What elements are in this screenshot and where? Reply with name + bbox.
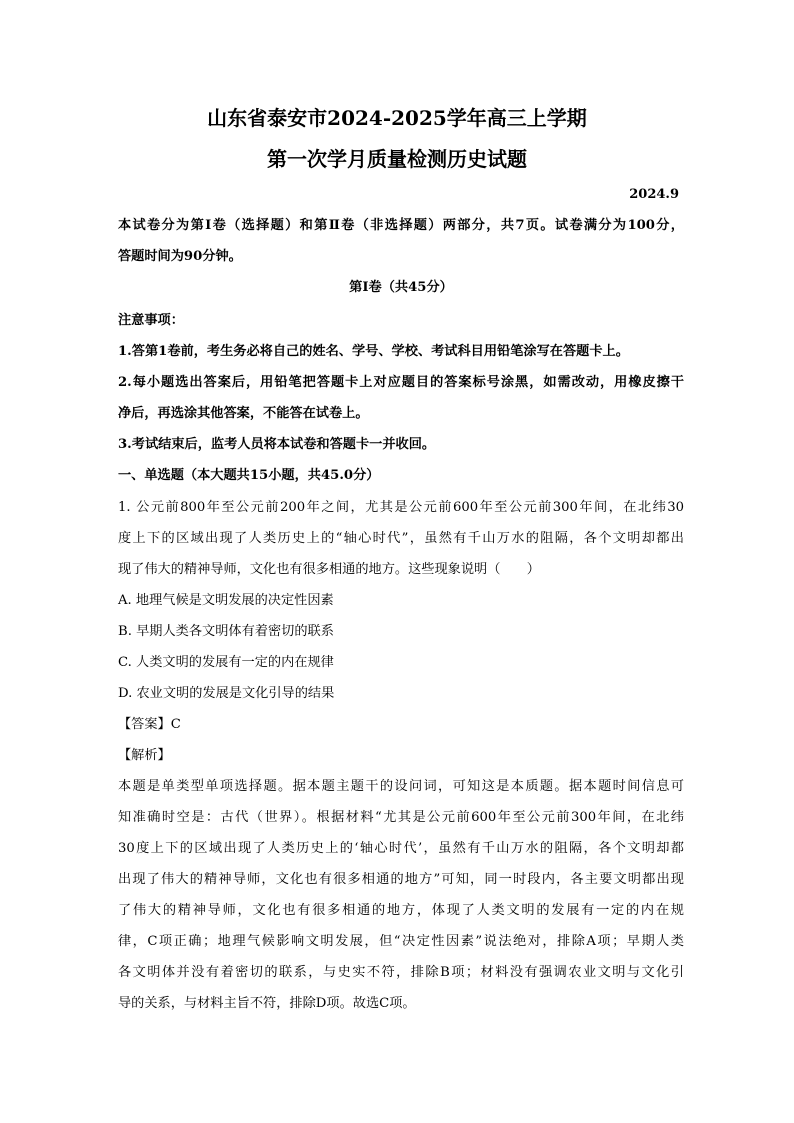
exam-title-line2: 第一次学月质量检测历史试题: [267, 147, 527, 171]
analysis-line: 知准确时空是：古代（世界）。根据材料“尤其是公元前600年至公元前300年间，在北纬: [118, 810, 684, 825]
notice-item: 2.每小题选出答案后，用铅笔把答题卡上对应题目的答案标号涂黑，如需改动，用橡皮擦干: [118, 375, 684, 390]
section-heading: 第Ⅰ卷（共45分）: [349, 280, 453, 295]
analysis-label: 【解析】: [118, 748, 171, 763]
question-stem-line: 现了伟大的精神导师，文化也有很多相通的地方。这些现象说明（ ）: [118, 562, 540, 577]
analysis-line: 本题是单类型单项选择题。据本题主题干的设问词，可知这是本质题。据本题时间信息可: [118, 779, 684, 794]
part-title: 一、单选题（本大题共15小题，共45.0分）: [118, 468, 380, 483]
intro-line: 本试卷分为第Ⅰ卷（选择题）和第Ⅱ卷（非选择题）两部分，共7页。试卷满分为100分，: [118, 218, 684, 233]
exam-intro: [118, 210, 684, 272]
option-a: A. 地理气候是文明发展的决定性因素: [118, 593, 334, 608]
analysis-line: 律，C项正确；地理气候影响文明发展，但“决定性因素”说法绝对，排除A项；早期人类: [118, 934, 684, 949]
option-c: C. 人类文明的发展有一定的内在规律: [118, 655, 334, 670]
notice-item: 3.考试结束后，监考人员将本试卷和答题卡一并收回。: [118, 437, 436, 452]
notice-item: 净后，再选涂其他答案，不能答在试卷上。: [118, 406, 369, 421]
analysis-line: 出现了伟大的精神导师，文化也有很多相通的地方”可知，同一时段内，各主要文明都出现: [118, 872, 684, 887]
intro-line: 答题时间为90分钟。: [118, 249, 242, 264]
question-stem-line: 度上下的区域出现了人类历史上的“轴心时代”，虽然有千山万水的阻隔，各个文明却都出: [118, 531, 684, 546]
option-d: D. 农业文明的发展是文化引导的结果: [118, 686, 335, 701]
exam-date: 2024.9: [629, 187, 679, 202]
notice-block: [118, 305, 684, 491]
question-stem-line: 1. 公元前800年至公元前200年之间，尤其是公元前600年至公元前300年间，在北纬30: [118, 500, 684, 515]
analysis-line: 各文明体并没有着密切的联系，与史实不符，排除B项；材料没有强调农业文明与文化引: [118, 965, 684, 980]
analysis-line: 导的关系，与材料主旨不符，排除D项。故选C项。: [118, 996, 416, 1011]
question-1: [118, 492, 684, 1019]
notice-title: 注意事项：: [118, 313, 184, 328]
analysis-line: 了伟大的精神导师，文化也有很多相通的地方，体现了人类文明的发展有一定的内在规: [118, 903, 684, 918]
notice-item: 1.答第1卷前，考生务必将自己的姓名、学号、学校、考试科目用铅笔涂写在答题卡上。: [118, 344, 629, 359]
analysis-line: 30度上下的区域出现了人类历史上的‘轴心时代’，虽然有千山万水的阻隔，各个文明却都: [118, 841, 684, 856]
option-b: B. 早期人类各文明体有着密切的联系: [118, 624, 334, 639]
exam-title-line1: 山东省泰安市2024-2025学年高三上学期: [207, 106, 587, 130]
answer-label: 【答案】C: [118, 717, 181, 732]
